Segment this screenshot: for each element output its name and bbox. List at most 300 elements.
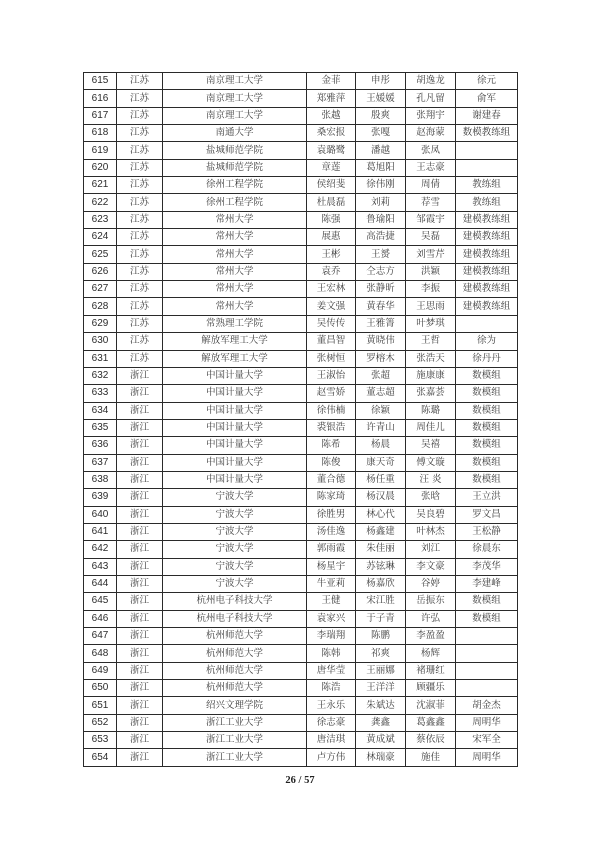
cell-coach [456, 315, 518, 332]
cell-no: 628 [84, 298, 117, 315]
cell-no: 626 [84, 263, 117, 280]
cell-school: 徐州工程学院 [163, 194, 307, 211]
cell-province: 浙江 [117, 523, 163, 540]
table-row [84, 90, 518, 107]
cell-province: 江苏 [117, 315, 163, 332]
cell-member1: 杨星宇 [307, 558, 356, 575]
cell-member1: 王淑怡 [307, 367, 356, 384]
cell-member2: 康天奇 [356, 454, 406, 471]
cell-member3: 叶林杰 [406, 523, 456, 540]
cell-school: 杭州师范大学 [163, 628, 307, 645]
cell-coach: 建模教练组 [456, 281, 518, 298]
cell-member2: 黄晓伟 [356, 333, 406, 350]
cell-member2: 杨汉晨 [356, 489, 406, 506]
cell-school: 徐州工程学院 [163, 177, 307, 194]
table-row [84, 281, 518, 298]
cell-no: 618 [84, 125, 117, 142]
cell-member1: 姜文强 [307, 298, 356, 315]
cell-province: 江苏 [117, 142, 163, 159]
cell-member2: 林瑞豪 [356, 749, 406, 766]
cell-coach: 李建峰 [456, 575, 518, 592]
cell-member1: 徐伟楠 [307, 402, 356, 419]
cell-member1: 王彬 [307, 246, 356, 263]
cell-no: 633 [84, 385, 117, 402]
cell-coach: 数模组 [456, 402, 518, 419]
team-roster-table [83, 72, 518, 767]
cell-no: 652 [84, 714, 117, 731]
cell-member1: 赵雪娇 [307, 385, 356, 402]
cell-coach: 王立洪 [456, 489, 518, 506]
cell-province: 浙江 [117, 541, 163, 558]
cell-member3: 吴良碧 [406, 506, 456, 523]
cell-no: 653 [84, 732, 117, 749]
cell-member3: 李盈盈 [406, 628, 456, 645]
cell-school: 浙江工业大学 [163, 714, 307, 731]
cell-school: 常州大学 [163, 229, 307, 246]
cell-school: 宁波大学 [163, 558, 307, 575]
cell-member3: 王哲 [406, 333, 456, 350]
cell-member2: 张超 [356, 367, 406, 384]
cell-member1: 李瑞翔 [307, 628, 356, 645]
cell-no: 629 [84, 315, 117, 332]
table-row [84, 159, 518, 176]
cell-member2: 鲁瑜阳 [356, 211, 406, 228]
cell-coach: 建模教练组 [456, 246, 518, 263]
cell-member3: 胡逸龙 [406, 73, 456, 90]
cell-member3: 褚珊红 [406, 662, 456, 679]
cell-member2: 王雅箐 [356, 315, 406, 332]
cell-province: 浙江 [117, 385, 163, 402]
cell-school: 中国计量大学 [163, 454, 307, 471]
cell-province: 江苏 [117, 159, 163, 176]
table-row [84, 558, 518, 575]
cell-member1: 侯绍斐 [307, 177, 356, 194]
cell-member1: 金菲 [307, 73, 356, 90]
cell-coach [456, 159, 518, 176]
cell-no: 615 [84, 73, 117, 90]
cell-province: 浙江 [117, 419, 163, 436]
cell-province: 浙江 [117, 680, 163, 697]
cell-school: 解放军理工大学 [163, 333, 307, 350]
cell-member3: 蔡依辰 [406, 732, 456, 749]
table-row [84, 506, 518, 523]
cell-member3: 荐雪 [406, 194, 456, 211]
cell-member3: 张晗 [406, 489, 456, 506]
cell-member2: 朱斌达 [356, 697, 406, 714]
cell-coach: 罗文昌 [456, 506, 518, 523]
cell-coach: 周明华 [456, 714, 518, 731]
cell-member3: 施康康 [406, 367, 456, 384]
table-row [84, 350, 518, 367]
cell-no: 645 [84, 593, 117, 610]
cell-member2: 王赟 [356, 246, 406, 263]
cell-member2: 王洋洋 [356, 680, 406, 697]
cell-member3: 汪 炎 [406, 471, 456, 488]
cell-school: 中国计量大学 [163, 385, 307, 402]
cell-member3: 王志豪 [406, 159, 456, 176]
cell-no: 643 [84, 558, 117, 575]
table-row [84, 541, 518, 558]
cell-member1: 卢方伟 [307, 749, 356, 766]
cell-province: 江苏 [117, 246, 163, 263]
cell-school: 盐城师范学院 [163, 159, 307, 176]
cell-member1: 徐胜男 [307, 506, 356, 523]
cell-province: 江苏 [117, 177, 163, 194]
cell-coach: 宋军全 [456, 732, 518, 749]
cell-coach: 建模教练组 [456, 229, 518, 246]
table-row [84, 402, 518, 419]
cell-province: 浙江 [117, 454, 163, 471]
cell-member1: 王永乐 [307, 697, 356, 714]
cell-member2: 董志超 [356, 385, 406, 402]
table-row [84, 697, 518, 714]
cell-member1: 桑宏报 [307, 125, 356, 142]
cell-member1: 陈家琦 [307, 489, 356, 506]
cell-member2: 朱佳丽 [356, 541, 406, 558]
cell-member3: 岳振东 [406, 593, 456, 610]
cell-no: 642 [84, 541, 117, 558]
page-number: 26 / 57 [285, 775, 315, 786]
cell-member2: 杨鑫建 [356, 523, 406, 540]
cell-no: 651 [84, 697, 117, 714]
cell-school: 杭州电子科技大学 [163, 610, 307, 627]
cell-school: 宁波大学 [163, 575, 307, 592]
cell-member1: 陈韩 [307, 645, 356, 662]
cell-member3: 刘雪芹 [406, 246, 456, 263]
cell-no: 636 [84, 437, 117, 454]
cell-school: 浙江工业大学 [163, 749, 307, 766]
cell-member3: 赵海蒙 [406, 125, 456, 142]
table-row [84, 419, 518, 436]
cell-member2: 龚鑫 [356, 714, 406, 731]
cell-member1: 牛亚莉 [307, 575, 356, 592]
cell-no: 619 [84, 142, 117, 159]
cell-province: 江苏 [117, 281, 163, 298]
cell-school: 杭州师范大学 [163, 662, 307, 679]
cell-coach: 数模组 [456, 610, 518, 627]
cell-no: 647 [84, 628, 117, 645]
cell-member3: 张凤 [406, 142, 456, 159]
cell-member3: 李文豪 [406, 558, 456, 575]
table-row [84, 125, 518, 142]
cell-member3: 吴禧 [406, 437, 456, 454]
cell-school: 中国计量大学 [163, 419, 307, 436]
cell-no: 649 [84, 662, 117, 679]
cell-province: 江苏 [117, 107, 163, 124]
cell-member1: 裘银浩 [307, 419, 356, 436]
cell-member1: 唐华莹 [307, 662, 356, 679]
cell-school: 宁波大学 [163, 523, 307, 540]
cell-no: 646 [84, 610, 117, 627]
cell-school: 盐城师范学院 [163, 142, 307, 159]
table-row [84, 610, 518, 627]
cell-school: 南京理工大学 [163, 107, 307, 124]
cell-no: 638 [84, 471, 117, 488]
cell-member3: 刘江 [406, 541, 456, 558]
cell-coach: 周明华 [456, 749, 518, 766]
cell-coach: 俞军 [456, 90, 518, 107]
cell-province: 浙江 [117, 732, 163, 749]
table-row [84, 315, 518, 332]
cell-no: 620 [84, 159, 117, 176]
cell-no: 637 [84, 454, 117, 471]
cell-school: 中国计量大学 [163, 471, 307, 488]
cell-member3: 孔凡留 [406, 90, 456, 107]
cell-coach: 数模组 [456, 437, 518, 454]
cell-coach: 建模教练组 [456, 211, 518, 228]
cell-coach: 徐为 [456, 333, 518, 350]
table-row [84, 575, 518, 592]
cell-member2: 宋江胜 [356, 593, 406, 610]
cell-province: 江苏 [117, 194, 163, 211]
cell-member2: 刘莉 [356, 194, 406, 211]
cell-coach [456, 645, 518, 662]
cell-province: 浙江 [117, 749, 163, 766]
table-row [84, 298, 518, 315]
cell-member1: 陈浩 [307, 680, 356, 697]
table-row [84, 142, 518, 159]
cell-province: 浙江 [117, 645, 163, 662]
cell-member2: 申彤 [356, 73, 406, 90]
cell-member1: 袁乔 [307, 263, 356, 280]
cell-province: 浙江 [117, 489, 163, 506]
cell-no: 650 [84, 680, 117, 697]
table-row [84, 662, 518, 679]
cell-member3: 洪颖 [406, 263, 456, 280]
cell-coach: 李茂华 [456, 558, 518, 575]
cell-member3: 张嘉荟 [406, 385, 456, 402]
cell-province: 江苏 [117, 263, 163, 280]
cell-member1: 吴传传 [307, 315, 356, 332]
cell-school: 中国计量大学 [163, 367, 307, 384]
cell-school: 南通大学 [163, 125, 307, 142]
cell-coach: 数模组 [456, 593, 518, 610]
cell-member3: 张浩天 [406, 350, 456, 367]
cell-school: 中国计量大学 [163, 437, 307, 454]
cell-coach [456, 662, 518, 679]
cell-member2: 潘越 [356, 142, 406, 159]
cell-no: 630 [84, 333, 117, 350]
cell-no: 639 [84, 489, 117, 506]
cell-coach: 教练组 [456, 194, 518, 211]
cell-school: 常州大学 [163, 263, 307, 280]
table-row [84, 107, 518, 124]
cell-coach: 教练组 [456, 177, 518, 194]
cell-member1: 张树恒 [307, 350, 356, 367]
cell-school: 常熟理工学院 [163, 315, 307, 332]
cell-school: 宁波大学 [163, 489, 307, 506]
cell-member2: 罗榕木 [356, 350, 406, 367]
cell-member1: 袁璐鹭 [307, 142, 356, 159]
cell-member2: 杨晨 [356, 437, 406, 454]
cell-no: 623 [84, 211, 117, 228]
cell-no: 654 [84, 749, 117, 766]
cell-member1: 张越 [307, 107, 356, 124]
cell-coach: 谢建春 [456, 107, 518, 124]
cell-member3: 叶梦琪 [406, 315, 456, 332]
table-row [84, 454, 518, 471]
cell-no: 622 [84, 194, 117, 211]
cell-member2: 于子青 [356, 610, 406, 627]
table-row [84, 177, 518, 194]
cell-member2: 张嘎 [356, 125, 406, 142]
cell-member3: 施佳 [406, 749, 456, 766]
cell-member2: 徐伟刚 [356, 177, 406, 194]
cell-province: 浙江 [117, 437, 163, 454]
cell-province: 江苏 [117, 333, 163, 350]
cell-member3: 傅文璇 [406, 454, 456, 471]
cell-coach: 数模教练组 [456, 125, 518, 142]
table-row [84, 246, 518, 263]
cell-province: 江苏 [117, 125, 163, 142]
cell-coach: 建模教练组 [456, 298, 518, 315]
cell-coach: 数模组 [456, 471, 518, 488]
cell-member3: 周佳儿 [406, 419, 456, 436]
cell-no: 624 [84, 229, 117, 246]
cell-member2: 苏铉琳 [356, 558, 406, 575]
cell-member1: 王健 [307, 593, 356, 610]
cell-school: 杭州师范大学 [163, 680, 307, 697]
cell-member2: 高浩捷 [356, 229, 406, 246]
cell-school: 宁波大学 [163, 541, 307, 558]
cell-member1: 袁家兴 [307, 610, 356, 627]
cell-school: 宁波大学 [163, 506, 307, 523]
cell-member2: 许青山 [356, 419, 406, 436]
table-row [84, 593, 518, 610]
cell-member3: 王思雨 [406, 298, 456, 315]
cell-member1: 王宏林 [307, 281, 356, 298]
cell-province: 浙江 [117, 367, 163, 384]
cell-no: 631 [84, 350, 117, 367]
cell-member3: 顾疆乐 [406, 680, 456, 697]
cell-coach: 徐元 [456, 73, 518, 90]
table-row [84, 73, 518, 90]
cell-member3: 葛鑫鑫 [406, 714, 456, 731]
cell-member1: 陈希 [307, 437, 356, 454]
cell-province: 江苏 [117, 350, 163, 367]
cell-coach [456, 142, 518, 159]
table-row [84, 367, 518, 384]
table-row [84, 523, 518, 540]
table-row [84, 211, 518, 228]
cell-member1: 展惠 [307, 229, 356, 246]
cell-coach: 数模组 [456, 367, 518, 384]
cell-member2: 王丽娜 [356, 662, 406, 679]
cell-member3: 邹霞宇 [406, 211, 456, 228]
cell-school: 常州大学 [163, 246, 307, 263]
cell-member3: 周倩 [406, 177, 456, 194]
cell-member2: 杨任重 [356, 471, 406, 488]
table-row [84, 489, 518, 506]
table-row [84, 645, 518, 662]
cell-member1: 章莲 [307, 159, 356, 176]
cell-province: 浙江 [117, 697, 163, 714]
table-row [84, 471, 518, 488]
cell-member2: 张静昕 [356, 281, 406, 298]
cell-member1: 郭雨霞 [307, 541, 356, 558]
table-row [84, 628, 518, 645]
cell-school: 南京理工大学 [163, 90, 307, 107]
cell-province: 浙江 [117, 471, 163, 488]
cell-coach [456, 680, 518, 697]
cell-member1: 董昌智 [307, 333, 356, 350]
cell-member1: 徐志豪 [307, 714, 356, 731]
cell-coach: 徐丹丹 [456, 350, 518, 367]
cell-member2: 王媛媛 [356, 90, 406, 107]
roster-body [84, 73, 518, 767]
cell-member1: 陈强 [307, 211, 356, 228]
cell-member3: 吴磊 [406, 229, 456, 246]
cell-member2: 徐颖 [356, 402, 406, 419]
cell-coach: 建模教练组 [456, 263, 518, 280]
cell-member3: 李振 [406, 281, 456, 298]
cell-coach: 数模组 [456, 419, 518, 436]
table-row [84, 385, 518, 402]
cell-province: 江苏 [117, 229, 163, 246]
cell-member1: 董合德 [307, 471, 356, 488]
cell-member2: 殷爽 [356, 107, 406, 124]
cell-province: 浙江 [117, 402, 163, 419]
cell-school: 常州大学 [163, 281, 307, 298]
cell-member2: 陈鹏 [356, 628, 406, 645]
cell-member3: 陈璐 [406, 402, 456, 419]
cell-no: 627 [84, 281, 117, 298]
cell-member2: 黄春华 [356, 298, 406, 315]
cell-member1: 郑雅萍 [307, 90, 356, 107]
cell-province: 浙江 [117, 610, 163, 627]
cell-member2: 林心代 [356, 506, 406, 523]
cell-no: 641 [84, 523, 117, 540]
cell-member1: 杜晨磊 [307, 194, 356, 211]
cell-province: 浙江 [117, 593, 163, 610]
cell-coach: 徐晨东 [456, 541, 518, 558]
cell-province: 浙江 [117, 558, 163, 575]
cell-province: 浙江 [117, 628, 163, 645]
table-row [84, 437, 518, 454]
cell-member3: 杨辉 [406, 645, 456, 662]
cell-member2: 仝志方 [356, 263, 406, 280]
table-row [84, 263, 518, 280]
cell-member2: 杨嘉欣 [356, 575, 406, 592]
cell-no: 632 [84, 367, 117, 384]
cell-province: 江苏 [117, 73, 163, 90]
table-row [84, 749, 518, 766]
cell-province: 浙江 [117, 506, 163, 523]
table-row [84, 680, 518, 697]
cell-coach: 数模组 [456, 385, 518, 402]
cell-no: 617 [84, 107, 117, 124]
cell-no: 640 [84, 506, 117, 523]
cell-province: 浙江 [117, 714, 163, 731]
cell-no: 648 [84, 645, 117, 662]
cell-member1: 唐洁琪 [307, 732, 356, 749]
cell-school: 绍兴文理学院 [163, 697, 307, 714]
cell-no: 644 [84, 575, 117, 592]
cell-no: 635 [84, 419, 117, 436]
cell-member3: 沈淑菲 [406, 697, 456, 714]
cell-member2: 祁爽 [356, 645, 406, 662]
cell-coach: 王松静 [456, 523, 518, 540]
cell-province: 江苏 [117, 90, 163, 107]
cell-member1: 陈俊 [307, 454, 356, 471]
cell-school: 常州大学 [163, 298, 307, 315]
cell-province: 江苏 [117, 211, 163, 228]
cell-no: 634 [84, 402, 117, 419]
cell-member3: 张翔宇 [406, 107, 456, 124]
cell-school: 中国计量大学 [163, 402, 307, 419]
cell-school: 浙江工业大学 [163, 732, 307, 749]
cell-coach: 数模组 [456, 454, 518, 471]
